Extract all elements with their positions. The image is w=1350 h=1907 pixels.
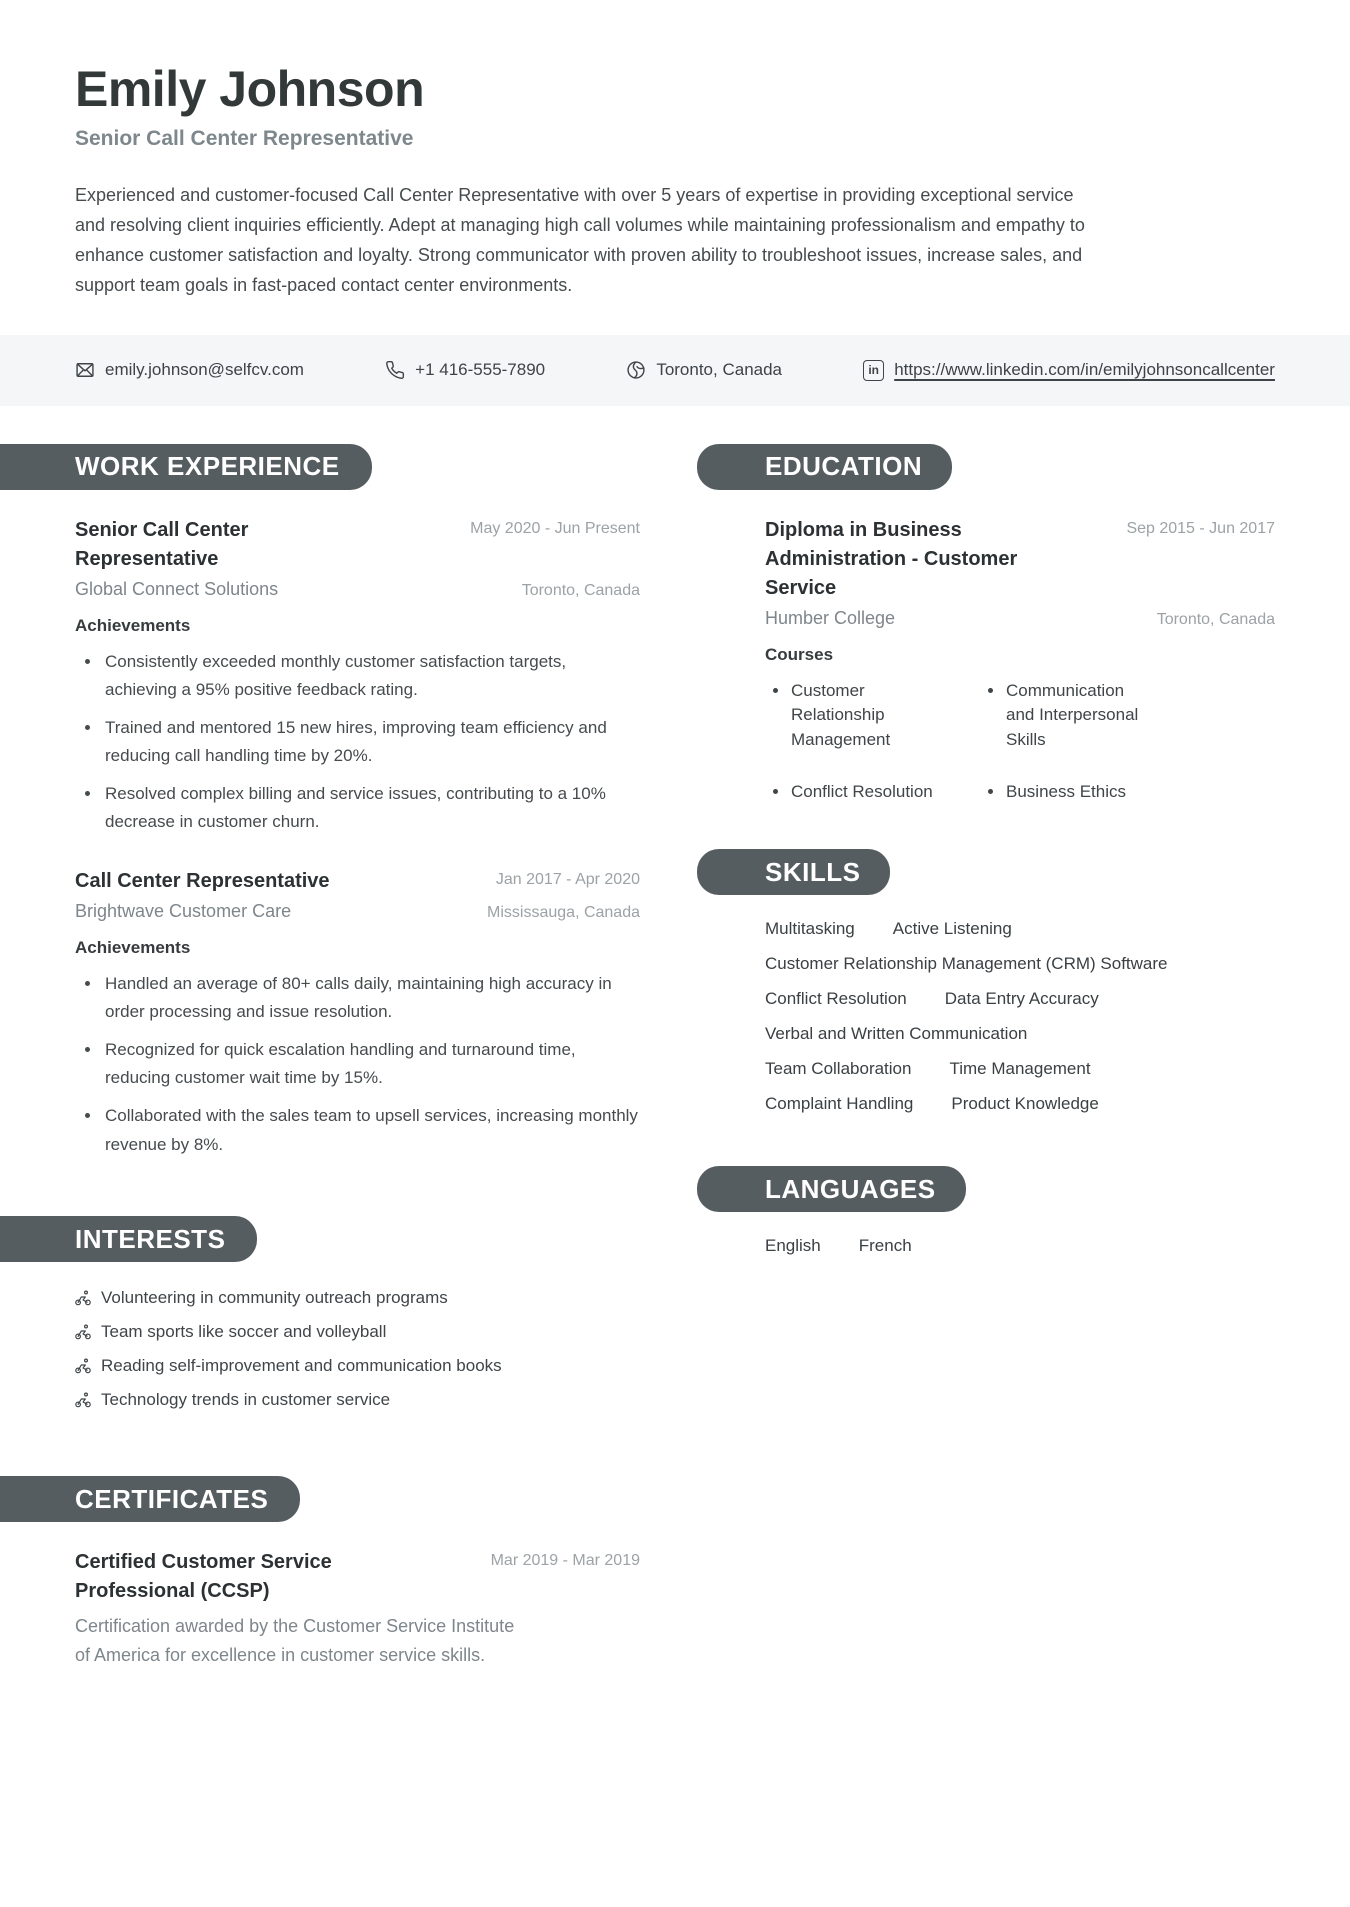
course-item: Business Ethics [980, 780, 1145, 805]
skill-item: Complaint Handling [765, 1094, 914, 1114]
certificate-entry [75, 1548, 640, 1670]
job-title: Call Center Representative [75, 869, 330, 892]
linkedin-link[interactable]: https://www.linkedin.com/in/emilyjohnsoncallcenter [894, 360, 1275, 379]
interests-list [75, 1288, 640, 1410]
skill-item: Active Listening [892, 919, 1012, 939]
achievements-label: Achievements [75, 937, 191, 957]
skill-item: Product Knowledge [951, 1094, 1099, 1114]
course-item: Communication and Interpersonal Skills [980, 679, 1145, 753]
contact-email [75, 360, 304, 380]
course-item: Customer Relationship Management [765, 679, 935, 753]
contact-email-text: emily.johnson@selfcv.com [105, 360, 304, 379]
language-item: French [858, 1236, 912, 1256]
contact-location-text: Toronto, Canada [656, 360, 783, 379]
section-header-education [697, 444, 952, 490]
contact-linkedin [863, 360, 1275, 381]
resume-header [0, 0, 1350, 301]
job-header [75, 516, 640, 600]
section-header-skills [697, 849, 890, 895]
job-header [75, 867, 640, 922]
contact-bar [0, 335, 1350, 406]
achievements-label: Achievements [75, 615, 191, 635]
school-name: Humber College [765, 607, 896, 628]
contact-phone-text: +1 416-555-7890 [415, 360, 546, 379]
certificate-header [75, 1548, 640, 1606]
right-column [765, 444, 1275, 1670]
job-dates: May 2020 - Jun Present [470, 519, 640, 537]
achievement-list [75, 970, 640, 1159]
interest-item: Technology trends in customer service [75, 1390, 640, 1410]
course-item: Conflict Resolution [765, 780, 935, 805]
achievement-item: Handled an average of 80+ calls daily, maintaining high accuracy in order processing and issue resolution. [75, 970, 640, 1027]
contact-phone [385, 360, 545, 380]
education-entry [765, 516, 1275, 806]
skill-item: Multitasking [765, 919, 855, 939]
hobby-cyclist-icon [75, 1290, 91, 1306]
skill-item: Data Entry Accuracy [944, 989, 1099, 1009]
skill-item: Conflict Resolution [765, 989, 907, 1009]
section-title: LANGUAGES [765, 1173, 936, 1204]
achievement-item: Recognized for quick escalation handling and turnaround time, reducing customer wait time by 15%. [75, 1036, 640, 1093]
section-header-interests [0, 1216, 257, 1262]
education-location: Toronto, Canada [1156, 610, 1275, 628]
job-entry-2 [75, 867, 640, 1159]
section-title: CERTIFICATES [75, 1483, 269, 1514]
interest-item: Volunteering in community outreach programs [75, 1288, 640, 1308]
resume-body [0, 444, 1350, 1670]
courses-list [765, 679, 1275, 806]
location-globe-icon [626, 360, 646, 380]
job-dates: Jan 2017 - Apr 2020 [495, 870, 640, 888]
profile-summary: Experienced and customer-focused Call Center Representative with over 5 years of expertise in providing exceptional service and resolving client inquiries efficiently. Adept at managing high call volumes while maintaining professionalism and empathy to enhance customer satisfaction and loyalty. Strong communicator with proven ability to troubleshoot issues, increase sales, and support team goals in fast-paced contact center environments. [75, 185, 1085, 295]
skill-item: Time Management [949, 1059, 1091, 1079]
section-title: INTERESTS [75, 1223, 226, 1254]
achievement-item: Collaborated with the sales team to upsell services, increasing monthly revenue by 8%. [75, 1102, 640, 1159]
section-header-certificates [0, 1476, 300, 1522]
left-column [75, 444, 640, 1670]
courses-label: Courses [765, 644, 834, 664]
job-entry-1 [75, 516, 640, 837]
education-header [765, 516, 1275, 629]
language-item: English [765, 1236, 821, 1256]
section-header-languages [697, 1166, 966, 1212]
linkedin-icon: in [863, 360, 884, 381]
job-title: Senior Call Center Representative [75, 518, 249, 570]
achievement-item: Consistently exceeded monthly customer satisfaction targets, achieving a 95% positive feedback rating. [75, 648, 640, 705]
certificate-description: Certification awarded by the Customer Service Institute of America for excellence in customer service skills. [75, 1616, 515, 1665]
achievement-list [75, 648, 640, 837]
contact-location [626, 360, 782, 380]
section-header-work-experience [0, 444, 372, 490]
hobby-cyclist-icon [75, 1324, 91, 1340]
person-job-title: Senior Call Center Representative [75, 127, 414, 150]
degree-title: Diploma in Business Administration - Customer Service [765, 518, 1018, 599]
education-dates: Sep 2015 - Jun 2017 [1126, 519, 1275, 537]
skill-item: Customer Relationship Management (CRM) Software [765, 954, 1168, 974]
skill-item: Team Collaboration [765, 1059, 912, 1079]
job-company: Brightwave Customer Care [75, 900, 292, 921]
job-company: Global Connect Solutions [75, 578, 279, 599]
achievement-item: Trained and mentored 15 new hires, improving team efficiency and reducing call handling time by 20%. [75, 714, 640, 771]
languages-list [765, 1236, 1185, 1256]
job-location: Mississauga, Canada [487, 903, 640, 921]
skill-item: Verbal and Written Communication [765, 1024, 1028, 1044]
interest-item: Team sports like soccer and volleyball [75, 1322, 640, 1342]
certificate-title: Certified Customer Service Professional (CCSP) [75, 1551, 332, 1603]
skills-list [765, 919, 1185, 1114]
hobby-cyclist-icon [75, 1358, 91, 1374]
mail-icon [75, 360, 95, 380]
achievement-item: Resolved complex billing and service issues, contributing to a 10% decrease in customer churn. [75, 780, 640, 837]
section-title: EDUCATION [765, 451, 923, 481]
phone-icon [385, 360, 405, 380]
hobby-cyclist-icon [75, 1392, 91, 1408]
interest-item: Reading self-improvement and communication books [75, 1356, 640, 1376]
section-title: WORK EXPERIENCE [75, 451, 340, 481]
person-name: Emily Johnson [75, 61, 425, 117]
certificate-dates: Mar 2019 - Mar 2019 [490, 1552, 640, 1570]
job-location: Toronto, Canada [521, 581, 640, 599]
section-title: SKILLS [765, 856, 861, 887]
